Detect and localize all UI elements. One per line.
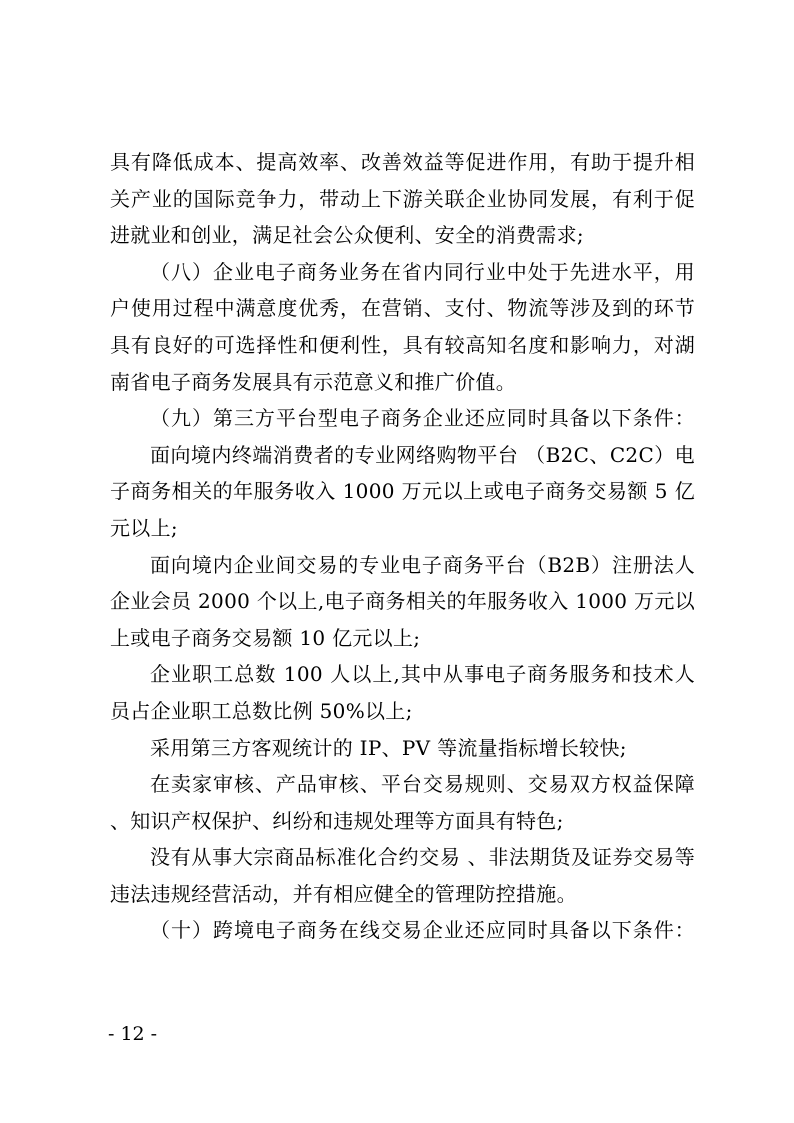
- page-number: - 12 -: [108, 1023, 158, 1045]
- text-line: 企业会员 2000 个以上,电子商务相关的年服务收入 1000 万元以: [110, 589, 695, 614]
- text-line: 面向境内终端消费者的专业网络购物平台 （B2C、C2C）电: [150, 442, 695, 467]
- text-line: 进就业和创业，满足社会公众便利、安全的消费需求;: [110, 223, 584, 248]
- text-line: 采用第三方客观统计的 IP、PV 等流量指标增长较快;: [150, 735, 627, 760]
- text-line: 企业职工总数 100 人以上,其中从事电子商务服务和技术人: [150, 662, 695, 687]
- text-line: （八）企业电子商务业务在省内同行业中处于先进水平，用: [150, 259, 695, 284]
- text-line: 具有良好的可选择性和便利性，具有较高知名度和影响力，对湖: [110, 332, 695, 357]
- text-line: （九）第三方平台型电子商务企业还应同时具备以下条件：: [150, 406, 695, 431]
- text-line: （十）跨境电子商务在线交易企业还应同时具备以下条件：: [150, 918, 695, 943]
- text-line: 没有从事大宗商品标准化合约交易 、非法期货及证券交易等: [150, 845, 695, 870]
- text-line: 元以上;: [110, 515, 178, 540]
- text-line: 上或电子商务交易额 10 亿元以上;: [110, 625, 421, 650]
- text-line: 户使用过程中满意度优秀，在营销、支付、物流等涉及到的环节: [110, 296, 695, 321]
- text-line: 子商务相关的年服务收入 1000 万元以上或电子商务交易额 5 亿: [110, 479, 695, 504]
- text-line: 员占企业职工总数比例 50%以上;: [110, 698, 413, 723]
- text-line: 关产业的国际竞争力，带动上下游关联企业协同发展，有利于促: [110, 186, 695, 211]
- text-line: 、知识产权保护、纠纷和违规处理等方面具有特色;: [110, 808, 564, 833]
- text-line: 在卖家审核、产品审核、平台交易规则、交易双方权益保障: [150, 772, 695, 797]
- text-line: 违法违规经营活动，并有相应健全的管理防控措施。: [110, 881, 577, 906]
- text-line: 具有降低成本、提高效率、改善效益等促进作用，有助于提升相: [110, 150, 695, 174]
- text-line: 南省电子商务发展具有示范意义和推广价值。: [110, 369, 516, 394]
- text-line: 面向境内企业间交易的专业电子商务平台（B2B）注册法人: [150, 552, 695, 577]
- body-text: [110, 144, 695, 949]
